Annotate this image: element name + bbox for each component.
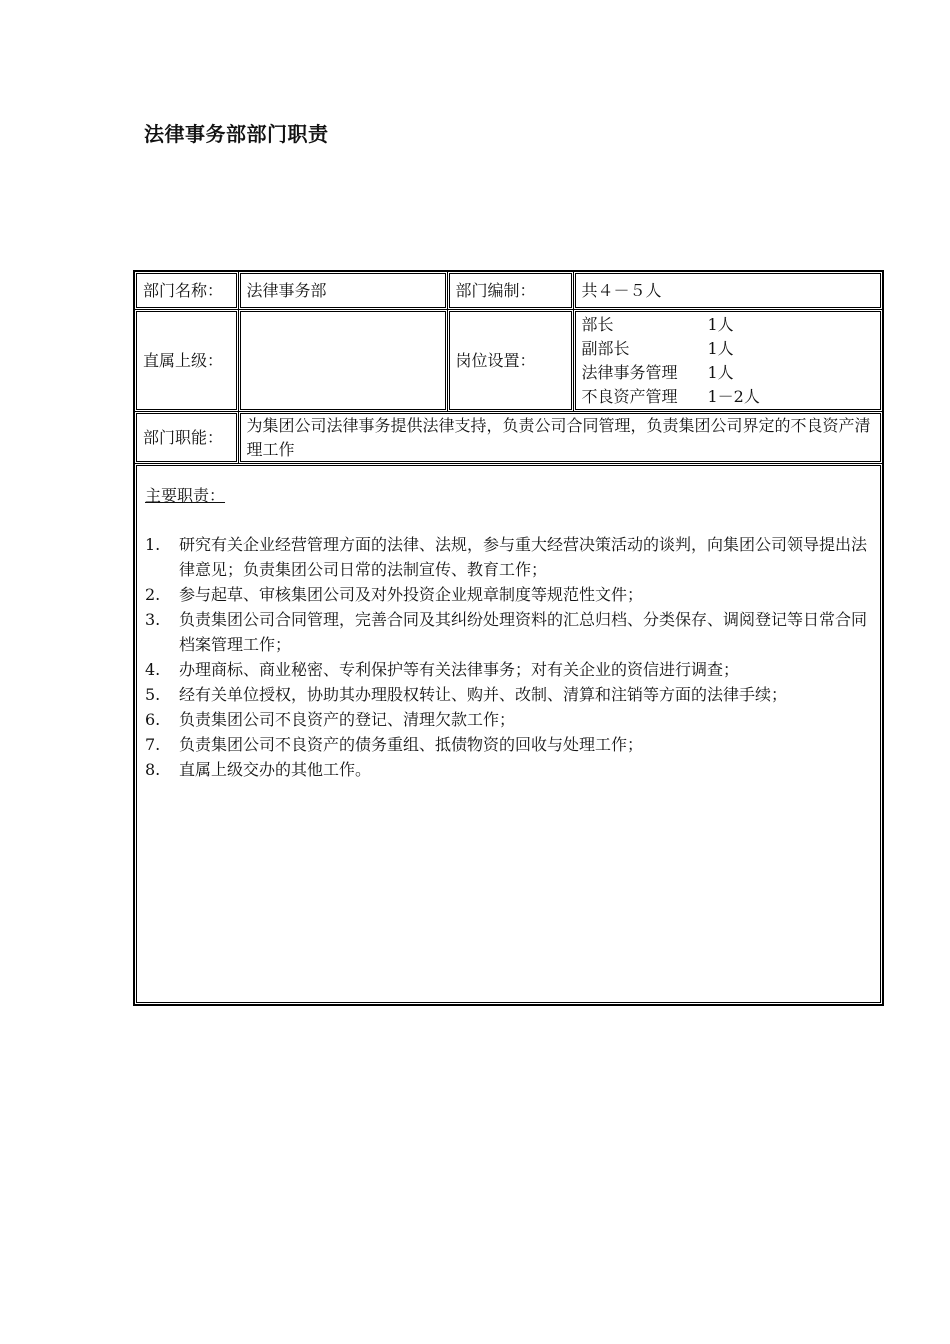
positions-list [573,310,883,412]
duty-number: 4. [145,660,161,679]
position-count: 1人 [707,314,734,334]
position-item [582,385,875,409]
duty-number: 5. [145,685,161,704]
position-item [582,361,875,385]
duty-number: 1. [145,535,161,554]
positions-label: 岗位设置： [447,310,573,412]
duty-item [145,707,872,732]
dept-name-label: 部门名称： [134,271,238,310]
position-item [582,313,875,337]
table-row [134,310,883,412]
duty-text: 办理商标、商业秘密、专利保护等有关法律事务；对有关企业的资信进行调查； [179,660,740,679]
duty-text: 负责集团公司不良资产的登记、清理欠款工作； [179,710,516,729]
position-name: 法律事务管理 [581,362,678,382]
function-value: 为集团公司法律事务提供法律支持，负责公司合同管理，负责集团公司界定的不良资产清理工作 [238,412,883,464]
duty-item [145,532,872,582]
position-count: 1人 [707,338,734,358]
duty-number: 7. [145,735,161,754]
duty-item [145,757,872,782]
page-title: 法律事务部部门职责 [144,122,329,146]
duty-item [145,732,872,757]
position-item [582,337,875,361]
duty-number: 3. [145,610,161,629]
duty-text: 参与起草、审核集团公司及对外投资企业规章制度等规范性文件； [179,585,644,604]
position-count: 1人 [707,362,734,382]
duty-text: 负责集团公司不良资产的债务重组、抵债物资的回收与处理工作； [179,735,644,754]
duty-item [145,682,872,707]
department-table [133,270,884,1006]
table-row [134,412,883,464]
duty-number: 2. [145,585,161,604]
position-count: 1－2人 [707,386,760,406]
dept-name-value: 法律事务部 [238,271,447,310]
duty-item [145,607,872,657]
duty-number: 6. [145,710,161,729]
duties-cell [134,464,883,1006]
superior-label: 直属上级： [134,310,238,412]
position-name: 副部长 [581,338,630,358]
duty-text: 经有关单位授权，协助其办理股权转让、购并、改制、清算和注销等方面的法律手续； [179,685,788,704]
position-name: 部长 [581,314,614,334]
duty-text: 研究有关企业经营管理方面的法律、法规，参与重大经营决策活动的谈判，向集团公司领导提出法律意见；负责集团公司日常的法制宣传、教育工作； [179,535,868,579]
table-row [134,464,883,1006]
duty-text: 直属上级交办的其他工作。 [179,760,372,779]
position-name: 不良资产管理 [581,386,678,406]
duty-text: 负责集团公司合同管理，完善合同及其纠纷处理资料的汇总归档、分类保存、调阅登记等日常合同档案管理工作； [179,610,868,654]
headcount-value: 共４－５人 [573,271,883,310]
duty-number: 8. [145,760,161,779]
table-row [134,271,883,310]
headcount-label: 部门编制： [447,271,573,310]
duty-item [145,582,872,607]
superior-value [238,310,447,412]
duties-heading: 主要职责： [145,486,226,505]
function-label: 部门职能： [134,412,238,464]
duty-item [145,657,872,682]
